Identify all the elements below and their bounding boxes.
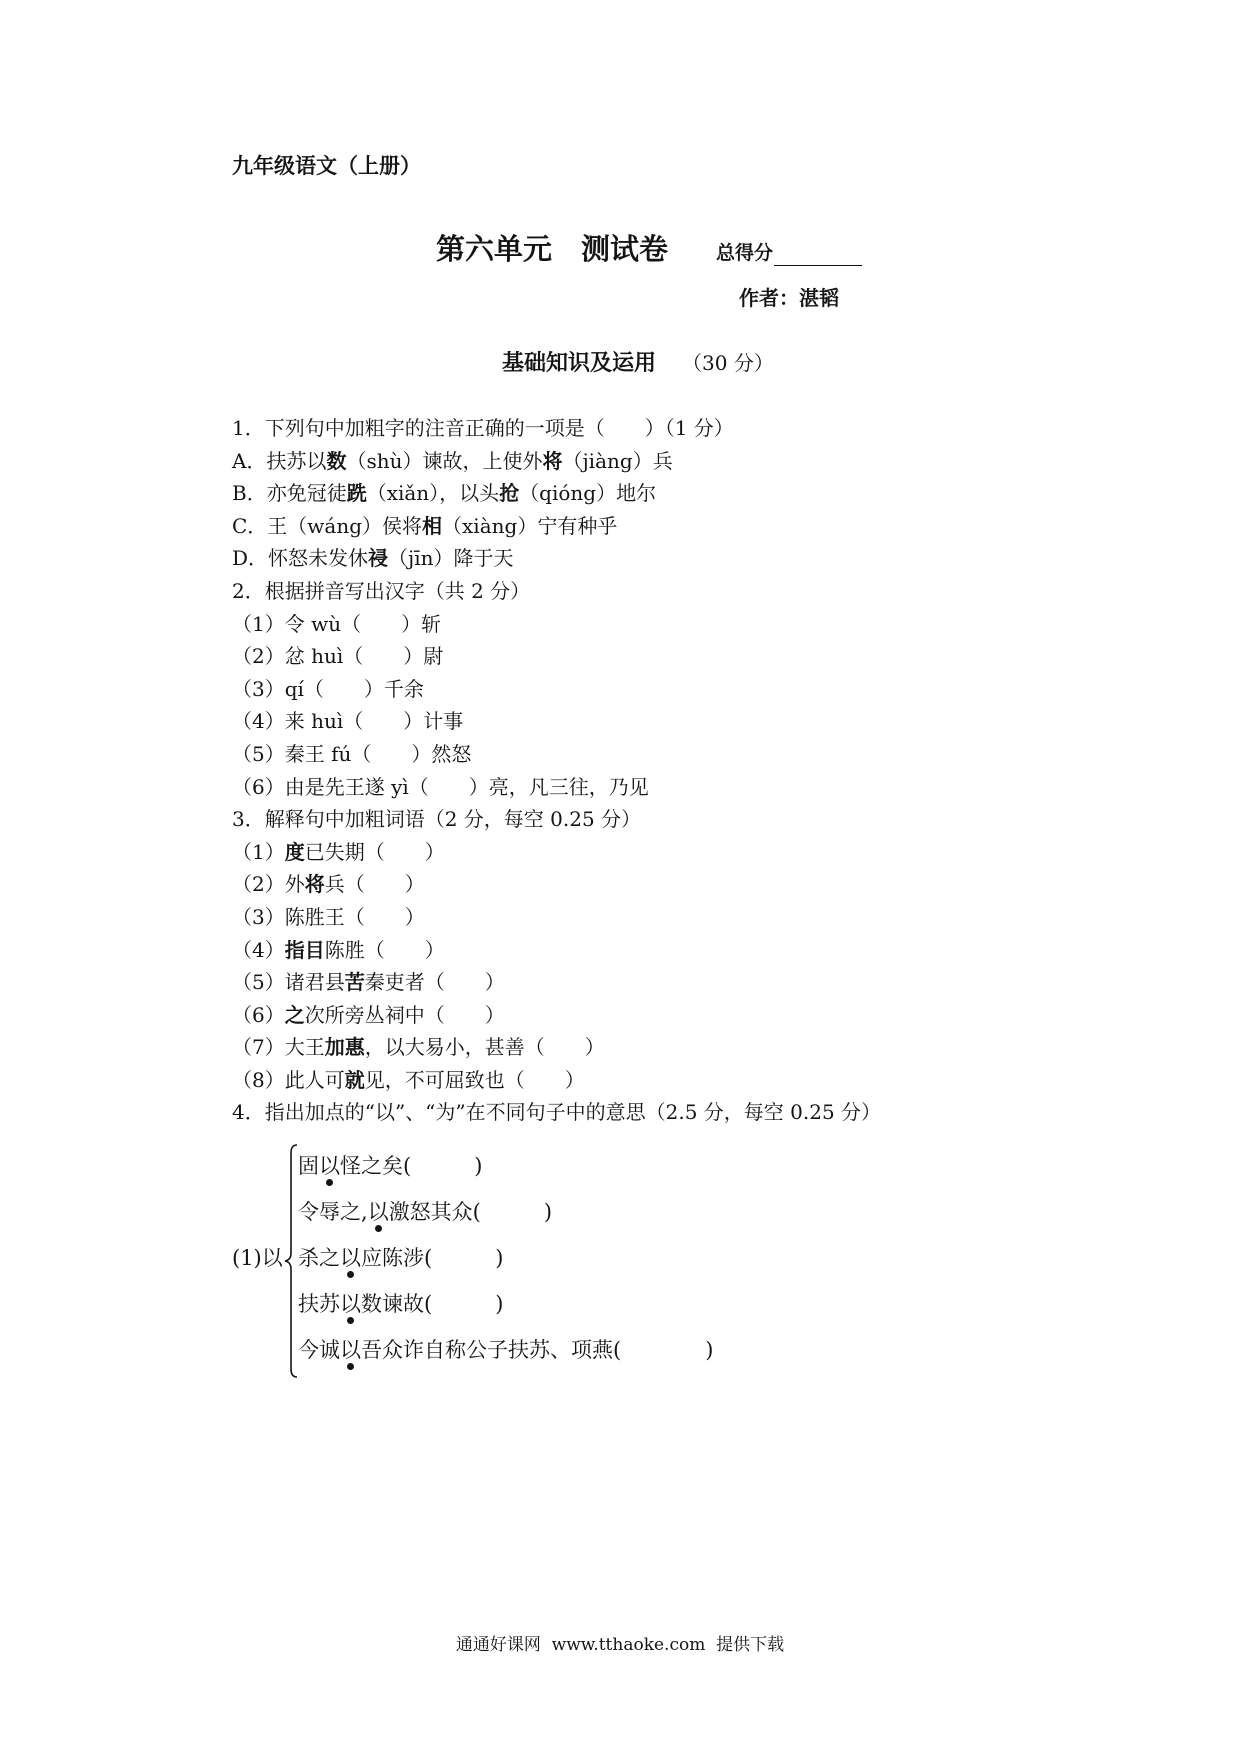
bold-target-text: 抢 [499, 481, 520, 506]
question-stem [232, 575, 881, 608]
line-text: （xiàng）宁有种乎 [442, 513, 618, 538]
question-sub-item [232, 640, 881, 673]
line-text: （1）令 wù（ ）斩 [232, 611, 442, 636]
bold-target-text: 就 [344, 1067, 365, 1092]
author-label: 作者：湛韬 [739, 286, 839, 310]
question-stem [232, 412, 881, 445]
score-blank-line [774, 245, 862, 266]
brace-item-text: 怪之矣( ) [340, 1154, 483, 1178]
line-text: 2．根据拼音写出汉字（共 2 分） [232, 578, 531, 603]
dotted-char: 以 [367, 1200, 389, 1224]
bold-target-text: 将 [304, 872, 325, 897]
score-label: 总得分 [716, 242, 774, 264]
question-sub-item [232, 445, 881, 478]
brace-item-text: 数谏故( ) [361, 1292, 504, 1316]
question-list [232, 412, 881, 1129]
line-text: （xiǎn），以头 [366, 481, 500, 506]
line-text: 1．下列句中加粗字的注音正确的一项是（ ）（1 分） [232, 416, 734, 440]
bold-target-text: 将 [542, 448, 563, 473]
brace-group-items [298, 1143, 713, 1373]
brace-item [298, 1327, 713, 1373]
brace-item [298, 1143, 713, 1189]
brace-item-text: 杀之 [298, 1246, 340, 1270]
question-sub-item [232, 510, 881, 543]
line-text: （2）外 [232, 872, 305, 897]
brace-item-text: 应陈涉( ) [361, 1246, 504, 1270]
bold-target-text: 祲 [368, 546, 389, 571]
question-sub-item [232, 738, 881, 771]
dotted-char: 以 [340, 1246, 361, 1270]
bold-target-text: 指目 [284, 937, 325, 962]
line-text: （1） [232, 839, 285, 864]
question-sub-item [232, 608, 881, 641]
line-text: （3）qí（ ）千余 [232, 676, 424, 701]
question-sub-item [232, 771, 881, 804]
line-text: C．王（wáng）侯将 [232, 513, 423, 538]
line-text: （3）陈胜王（ ） [232, 904, 425, 929]
line-text: （jīn）降于天 [388, 546, 514, 571]
question-sub-item [232, 868, 881, 901]
line-text: （5）诸君县 [232, 970, 345, 995]
line-text: 次所旁丛祠中（ ） [304, 1002, 505, 1027]
line-text: （shù）谏故，上使外 [346, 448, 543, 473]
line-text: A．扶苏以 [232, 448, 327, 473]
question-sub-item [232, 999, 881, 1032]
line-text: ，以大易小，甚善（ ） [364, 1035, 605, 1060]
dotted-char: 以 [319, 1154, 340, 1178]
line-text: （6）由是先王遂 yì（ ）亮，凡三往，乃见 [232, 774, 649, 799]
brace-item-text: 今诚 [298, 1338, 340, 1362]
dotted-char: 以 [340, 1292, 361, 1316]
line-text: B．亦免冠徒 [232, 481, 347, 506]
page-title: 第六单元 测试卷 [436, 232, 669, 266]
line-text: （5）秦王 fú（ ）然怒 [232, 741, 472, 766]
total-score-field [716, 240, 862, 266]
bold-target-text: 之 [284, 1002, 305, 1027]
section-heading [502, 347, 774, 380]
line-text: （8）此人可 [232, 1067, 345, 1092]
brace-item-text: 激怒其众( ) [388, 1200, 553, 1224]
section-title: 基础知识及运用 [502, 350, 657, 376]
question-stem [232, 803, 881, 836]
brace-item-text: 固 [298, 1154, 319, 1178]
brace-item-text: 令辱之, [298, 1200, 368, 1224]
line-text: 已失期（ ） [304, 839, 445, 864]
line-text: （7）大王 [232, 1035, 325, 1060]
question-sub-item [232, 966, 881, 999]
brace-item [298, 1235, 713, 1281]
question-stem [232, 1096, 881, 1129]
bold-target-text: 相 [422, 513, 443, 538]
question-sub-item [232, 673, 881, 706]
line-text: 陈胜（ ） [324, 937, 445, 962]
grade-label: 九年级语文（上册） [232, 153, 421, 178]
question-sub-item [232, 542, 881, 575]
bold-target-text: 跣 [346, 481, 367, 506]
question-sub-item [232, 1064, 881, 1097]
line-text: （4） [232, 937, 285, 962]
line-text: （4）来 huì（ ）计事 [232, 709, 464, 734]
dotted-char: 以 [340, 1338, 361, 1362]
bold-target-text: 苦 [344, 970, 365, 995]
line-text: （2）忿 huì（ ）尉 [232, 644, 444, 669]
question-sub-item [232, 1031, 881, 1064]
question-sub-item [232, 836, 881, 869]
bold-target-text: 度 [284, 839, 305, 864]
page-footer: 通通好课网 www.tthaoke.com 提供下载 [455, 1635, 785, 1655]
line-text: （qióng）地尔 [519, 481, 657, 506]
line-text: （6） [232, 1002, 285, 1027]
line-text: （jiàng）兵 [562, 448, 673, 473]
question-sub-item [232, 705, 881, 738]
brace-group-label: (1)以 [232, 1246, 283, 1270]
line-text: D．怀怒未发休 [232, 546, 369, 571]
bold-target-text: 加惠 [324, 1035, 365, 1060]
question-sub-item [232, 477, 881, 510]
curly-brace-path [285, 1145, 297, 1377]
line-text: 见，不可屈致也（ ） [364, 1067, 585, 1092]
section-points: （30 分） [682, 351, 774, 375]
line-text: 3．解释句中加粗词语（2 分，每空 0.25 分） [232, 807, 642, 832]
question-sub-item [232, 934, 881, 967]
bold-target-text: 数 [326, 448, 347, 473]
line-text: 4．指出加点的“以”、“为”在不同句子中的意思（2.5 分，每空 0.25 分） [232, 1100, 882, 1125]
question-sub-item [232, 901, 881, 934]
brace-item [298, 1281, 713, 1327]
line-text: 兵（ ） [324, 872, 425, 897]
line-text: 秦吏者（ ） [364, 970, 505, 995]
brace-item-text: 扶苏 [298, 1292, 340, 1316]
brace-item [298, 1189, 713, 1235]
brace-item-text: 吾众诈自称公子扶苏、项燕( ) [361, 1338, 714, 1362]
